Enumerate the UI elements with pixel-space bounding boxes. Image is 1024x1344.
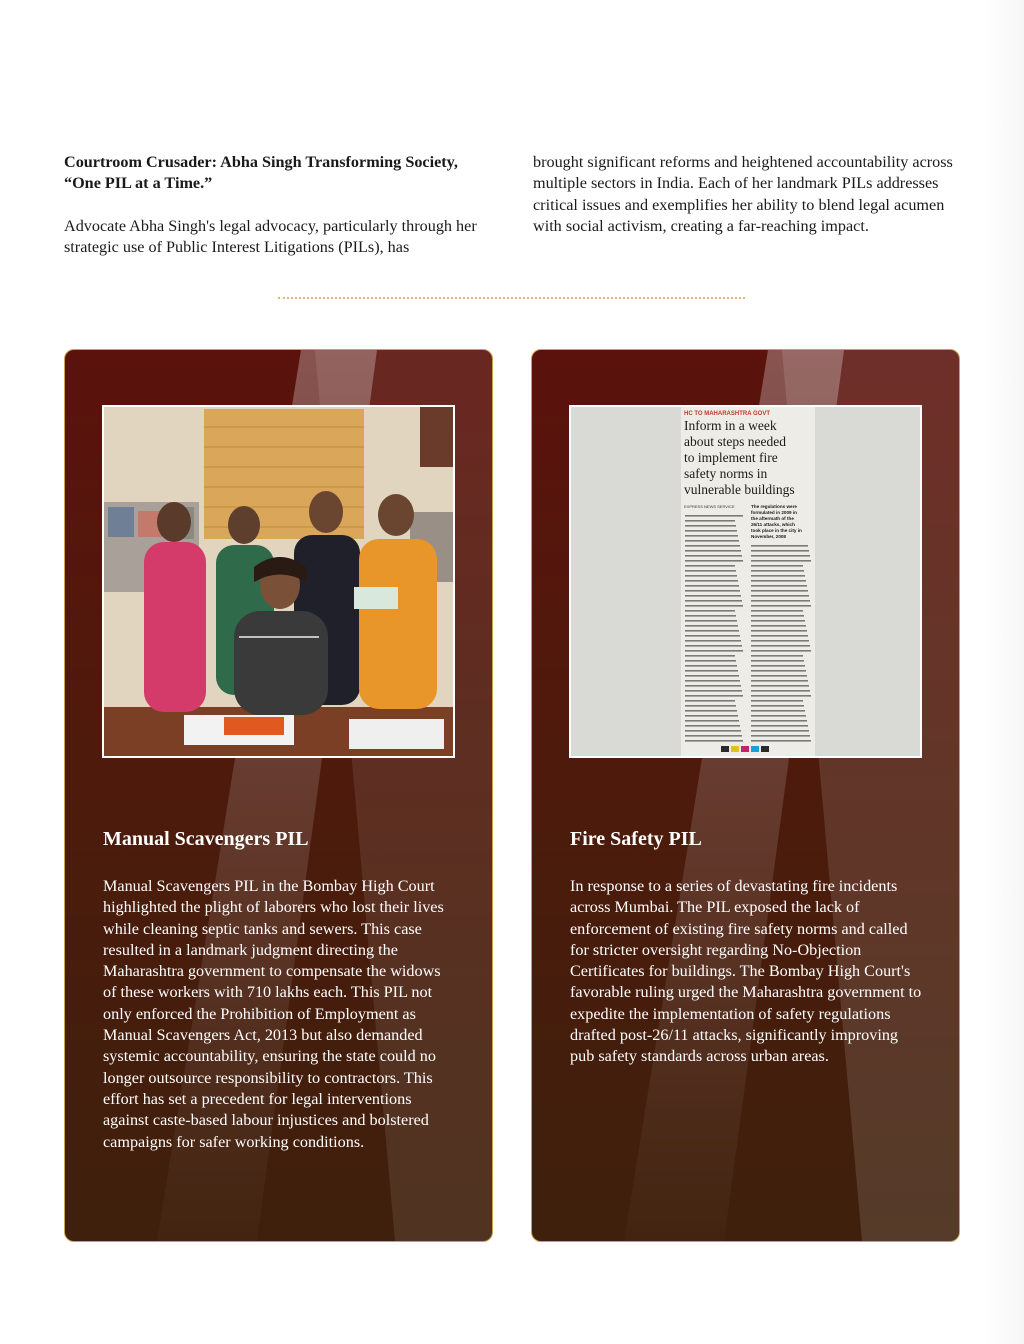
clipping-pullquote-line: The regulations were bbox=[751, 504, 797, 509]
newsprint-line bbox=[685, 530, 737, 532]
article-heading: Courtroom Crusader: Abha Singh Transforming Society, “One PIL at a Time.” bbox=[64, 153, 458, 193]
newsprint-line bbox=[685, 630, 739, 632]
newsprint-line bbox=[751, 555, 810, 557]
newsprint-line bbox=[685, 700, 735, 702]
card-fire-safety bbox=[531, 349, 960, 1242]
newsprint-line bbox=[685, 725, 740, 727]
newsprint-line bbox=[685, 535, 738, 537]
newsprint-line bbox=[751, 635, 808, 637]
newsprint-line bbox=[751, 690, 810, 692]
newsprint-line bbox=[751, 710, 805, 712]
office-photo-illustration bbox=[104, 407, 453, 756]
newsprint-line bbox=[685, 560, 743, 562]
clipping-pullquote-line: 26/11 attacks, which bbox=[751, 522, 795, 527]
newsprint-line bbox=[751, 570, 804, 572]
newsprint-line bbox=[685, 600, 742, 602]
newsprint-line bbox=[751, 620, 805, 622]
clipping-headline-line: to implement fire bbox=[684, 450, 778, 465]
clipping-byline: EXPRESS NEWS SERVICE bbox=[684, 504, 735, 509]
newsprint-line bbox=[751, 625, 806, 627]
newsprint-line bbox=[685, 685, 741, 687]
card-manual-scavengers bbox=[64, 349, 493, 1242]
newsprint-line bbox=[751, 565, 803, 567]
newsprint-line bbox=[751, 550, 809, 552]
intro-paragraph-end: brought significant reforms and heightened accountability across multiple sectors in India. Each of her landmark PILs addresses critical issues and exemplifies her ability to blend legal acumen with social activism, creating a far-reaching impact. bbox=[533, 153, 953, 235]
newsprint-line bbox=[685, 555, 742, 557]
newsprint-line bbox=[751, 645, 810, 647]
newsprint-line bbox=[685, 575, 737, 577]
newsprint-line bbox=[685, 695, 743, 697]
newsprint-line bbox=[685, 595, 741, 597]
newsprint-line bbox=[751, 545, 808, 547]
newsprint-line bbox=[685, 720, 739, 722]
photo-women-in-office bbox=[102, 405, 455, 758]
newsprint-line bbox=[751, 705, 804, 707]
newsprint-line bbox=[685, 615, 736, 617]
newsprint-line bbox=[751, 600, 810, 602]
newsprint-line bbox=[751, 720, 807, 722]
clipping-pullquote-line: November, 2008 bbox=[751, 534, 786, 539]
newsprint-line bbox=[685, 550, 741, 552]
intro-column-right bbox=[533, 152, 960, 258]
newsprint-line bbox=[751, 585, 807, 587]
newsprint-line bbox=[685, 540, 739, 542]
newsprint-line bbox=[751, 685, 809, 687]
newsprint-line bbox=[685, 665, 737, 667]
card-title: Manual Scavengers PIL bbox=[103, 828, 309, 850]
newsprint-line bbox=[751, 660, 804, 662]
newsprint-line bbox=[751, 670, 806, 672]
newsprint-line bbox=[685, 710, 737, 712]
intro-section bbox=[64, 152, 960, 258]
clipping-headline-line: about steps needed bbox=[684, 434, 786, 449]
newsprint-line bbox=[685, 690, 742, 692]
newsprint-line bbox=[685, 715, 738, 717]
newsprint-line bbox=[751, 575, 805, 577]
newsprint-line bbox=[685, 515, 743, 517]
newsprint-line bbox=[751, 605, 811, 607]
newsprint-line bbox=[751, 595, 809, 597]
newsprint-line bbox=[685, 565, 735, 567]
newsprint-line bbox=[751, 740, 811, 742]
newsprint-line bbox=[685, 705, 736, 707]
card-body: In response to a series of devastating fire incidents across Mumbai. The PIL exposed the lack of enforcement of existing fire safety norms and called for stricter oversight regarding No-Objection Certificates for buildings. The Bombay High Court's favorable ruling urged the Maharashtra government to expedite the implementation of safety regulations drafted post-26/11 attacks, significantly improving pub safety standards across urban areas. bbox=[570, 877, 922, 1066]
newsprint-line bbox=[685, 645, 742, 647]
newsprint-line bbox=[751, 630, 807, 632]
newsprint-line bbox=[685, 655, 735, 657]
newsprint-line bbox=[685, 740, 743, 742]
newsprint-line bbox=[685, 670, 738, 672]
page-edge-shadow bbox=[984, 0, 1024, 1344]
clipping-headline-line: vulnerable buildings bbox=[684, 482, 795, 497]
newsprint-line bbox=[685, 570, 736, 572]
newsprint-line bbox=[685, 650, 743, 652]
newsprint-line bbox=[751, 730, 809, 732]
newsprint-line bbox=[751, 650, 811, 652]
newsprint-line bbox=[751, 725, 808, 727]
newsprint-line bbox=[685, 675, 739, 677]
dotted-divider bbox=[278, 297, 745, 299]
newsprint-line bbox=[685, 620, 737, 622]
newsprint-line bbox=[685, 520, 735, 522]
clipping-pullquote-line: took place in the city in bbox=[751, 528, 802, 533]
newsprint-line bbox=[685, 730, 741, 732]
newsprint-line bbox=[685, 525, 736, 527]
clipping-pullquote-line: formulated in 2009 in bbox=[751, 510, 797, 515]
newsprint-line bbox=[685, 735, 742, 737]
newsprint-line bbox=[751, 590, 808, 592]
newsprint-line bbox=[685, 635, 740, 637]
newsprint-line bbox=[751, 695, 811, 697]
clipping-pullquote-line: the aftermath of the bbox=[751, 516, 794, 521]
clipping-headline-line: safety norms in bbox=[684, 466, 768, 481]
newsprint-line bbox=[751, 675, 807, 677]
newsprint-line bbox=[751, 580, 806, 582]
newsprint-line bbox=[751, 700, 803, 702]
card-body: Manual Scavengers PIL in the Bombay High Court highlighted the plight of laborers who lost their lives while cleaning septic tanks and sewers. This case resulted in a landmark judgment directing the Maharashtra government to compensate the widows of these workers with 710 lakhs each. This PIL not only enforced the Prohibition of Employment as Manual Scavengers Act, 2013 but also demanded systemic accountability, ensuring the state could no longer outsource responsibility to contractors. This effort has set a precedent for legal interventions against caste-based labour injustices and bolstered campaigns for safer working conditions. bbox=[103, 877, 444, 1151]
newsprint-line bbox=[685, 580, 738, 582]
newsprint-line bbox=[685, 545, 740, 547]
newsprint-line bbox=[685, 590, 740, 592]
newsprint-line bbox=[685, 625, 738, 627]
newsprint-line bbox=[751, 560, 811, 562]
newsprint-line bbox=[751, 615, 804, 617]
clipping-kicker: HC TO MAHARASHTRA GOVT bbox=[684, 411, 770, 417]
intro-paragraph-start: Advocate Abha Singh's legal advocacy, particularly through her strategic use of Public Interest Litigations (PILs), has bbox=[64, 216, 477, 256]
card-title: Fire Safety PIL bbox=[570, 828, 702, 850]
newsprint-line bbox=[751, 680, 808, 682]
newsprint-line bbox=[685, 660, 736, 662]
newsprint-line bbox=[751, 715, 806, 717]
intro-column-left bbox=[64, 152, 491, 258]
newsprint-line bbox=[685, 640, 741, 642]
newsprint-line bbox=[685, 680, 740, 682]
newsprint-line bbox=[751, 735, 810, 737]
newspaper-clipping bbox=[571, 407, 920, 756]
newsprint-line bbox=[685, 605, 743, 607]
newsprint-line bbox=[685, 610, 735, 612]
newsprint-line bbox=[751, 640, 809, 642]
newsprint-line bbox=[685, 585, 739, 587]
newsprint-line bbox=[751, 665, 805, 667]
newspaper-clipping-photo bbox=[569, 405, 922, 758]
newsprint-line bbox=[751, 610, 803, 612]
newsprint-line bbox=[751, 655, 803, 657]
clipping-headline-line: Inform in a week bbox=[684, 418, 777, 433]
